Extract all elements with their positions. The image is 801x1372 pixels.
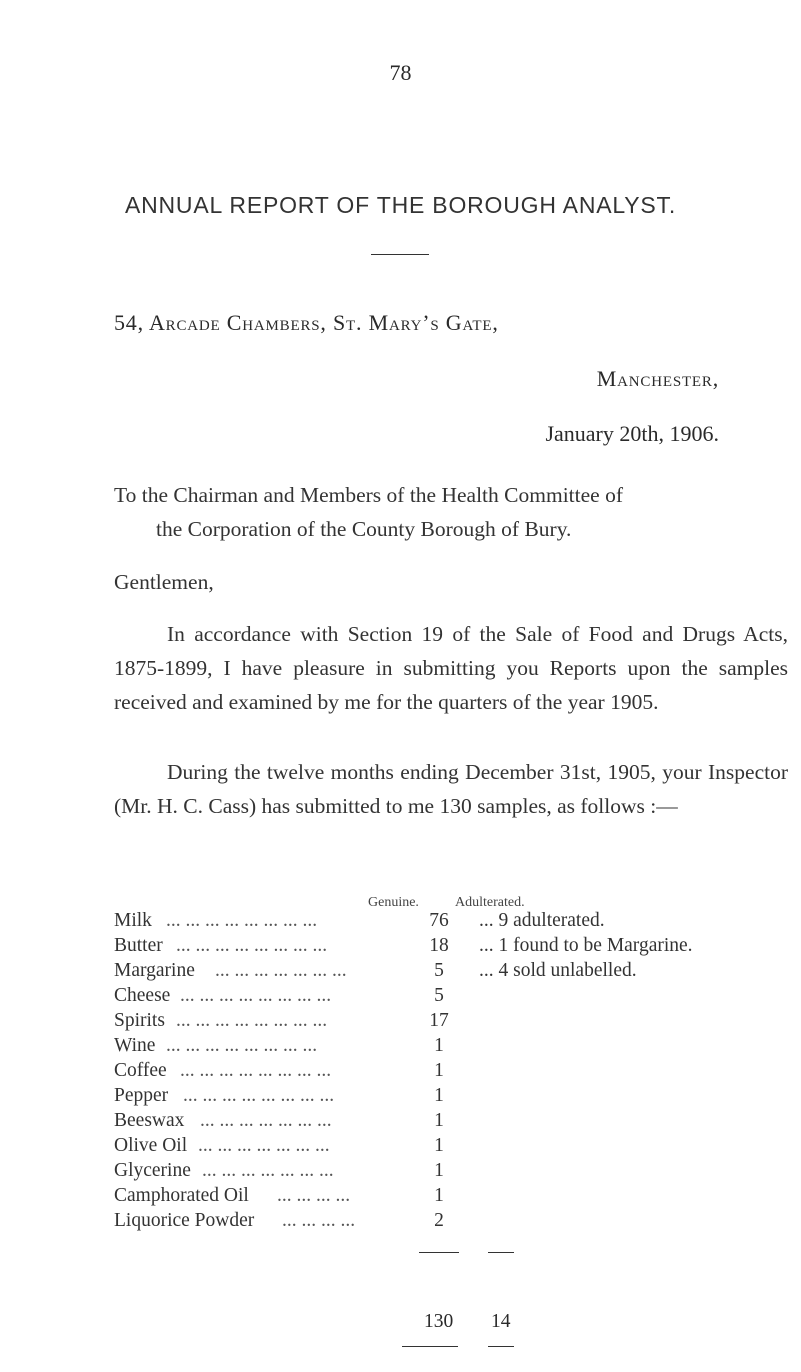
leader-dots: ... ... ... ... ... ... ... ... [176,935,328,956]
genuine-count: 1 [434,1135,444,1156]
sample-name: Margarine [114,960,195,981]
adulterated-note: ... 1 found to be Margarine. [479,935,693,956]
genuine-count: 1 [434,1110,444,1131]
genuine-count: 18 [429,935,449,956]
genuine-total: 130 [424,1311,454,1332]
leader-dots: ... ... ... ... ... ... ... ... [176,1010,328,1031]
genuine-count: 5 [434,960,444,981]
leader-dots: ... ... ... ... ... ... ... [215,960,347,981]
adulterated-column-header: Adulterated. [455,895,525,910]
genuine-lower-rule [402,1346,458,1347]
sample-name: Beeswax [114,1110,185,1131]
letter-date: January 20th, 1906. [545,421,719,446]
genuine-count: 5 [434,985,444,1006]
address-line-1: 54, Arcade Chambers, St. Mary’s Gate, [114,310,499,335]
leader-dots: ... ... ... ... ... ... ... ... [166,910,318,931]
leader-dots: ... ... ... ... ... ... ... ... [180,1060,332,1081]
leader-dots: ... ... ... ... ... ... ... [198,1135,330,1156]
sample-name: Pepper [114,1085,169,1106]
report-title: ANNUAL REPORT OF THE BOROUGH ANALYST. [124,192,677,218]
page-number: 78 [389,60,412,85]
genuine-count: 1 [434,1060,444,1081]
adulterated-note: ... 9 adulterated. [479,910,605,931]
sample-name: Cheese [114,985,171,1006]
paragraph-2: During the twelve months ending December 31st, 1905, your Inspector (Mr. H. C. Cass) has submitted to me 130 samples, as follows :— [114,760,788,818]
genuine-count: 1 [434,1035,444,1056]
sample-name: Spirits [114,1010,165,1031]
address-line-2: Manchester, [596,366,719,391]
leader-dots: ... ... ... ... ... ... ... ... [183,1085,335,1106]
genuine-count: 1 [434,1160,444,1181]
recipient-line-1: To the Chairman and Members of the Health Committee of [114,483,623,507]
paragraph-1: In accordance with Section 19 of the Sale of Food and Drugs Acts, 1875-1899, I have pleasure in submitting you Reports upon the samples received and examined by me for the quarters of the year 1905. [114,622,788,714]
sample-name: Liquorice Powder [114,1210,255,1231]
salutation: Gentlemen, [114,570,214,594]
genuine-count: 2 [434,1210,444,1231]
genuine-count: 76 [429,910,449,931]
sample-name: Coffee [114,1060,167,1081]
sample-name: Butter [114,935,163,956]
recipient-line-2: the Corporation of the County Borough of Bury. [156,517,572,541]
adulterated-upper-rule [488,1252,514,1253]
leader-dots: ... ... ... ... ... ... ... ... [166,1035,318,1056]
title-divider [371,254,429,255]
recipient-block [114,478,730,546]
genuine-count: 17 [429,1010,449,1031]
leader-dots: ... ... ... ... ... ... ... [202,1160,334,1181]
leader-dots: ... ... ... ... ... ... ... [200,1110,332,1131]
sample-name: Olive Oil [114,1135,188,1156]
leader-dots: ... ... ... ... [277,1185,351,1206]
genuine-count: 1 [434,1185,444,1206]
sample-name: Milk [114,910,152,931]
sample-name: Glycerine [114,1160,191,1181]
leader-dots: ... ... ... ... [282,1210,356,1231]
sample-name: Camphorated Oil [114,1185,249,1206]
genuine-count: 1 [434,1085,444,1106]
genuine-upper-rule [419,1252,459,1253]
adulterated-total: 14 [491,1311,511,1332]
adulterated-note: ... 4 sold unlabelled. [479,960,637,981]
leader-dots: ... ... ... ... ... ... ... ... [180,985,332,1006]
sample-name: Wine [114,1035,156,1056]
genuine-column-header: Genuine. [368,895,419,910]
adulterated-lower-rule [488,1346,514,1347]
